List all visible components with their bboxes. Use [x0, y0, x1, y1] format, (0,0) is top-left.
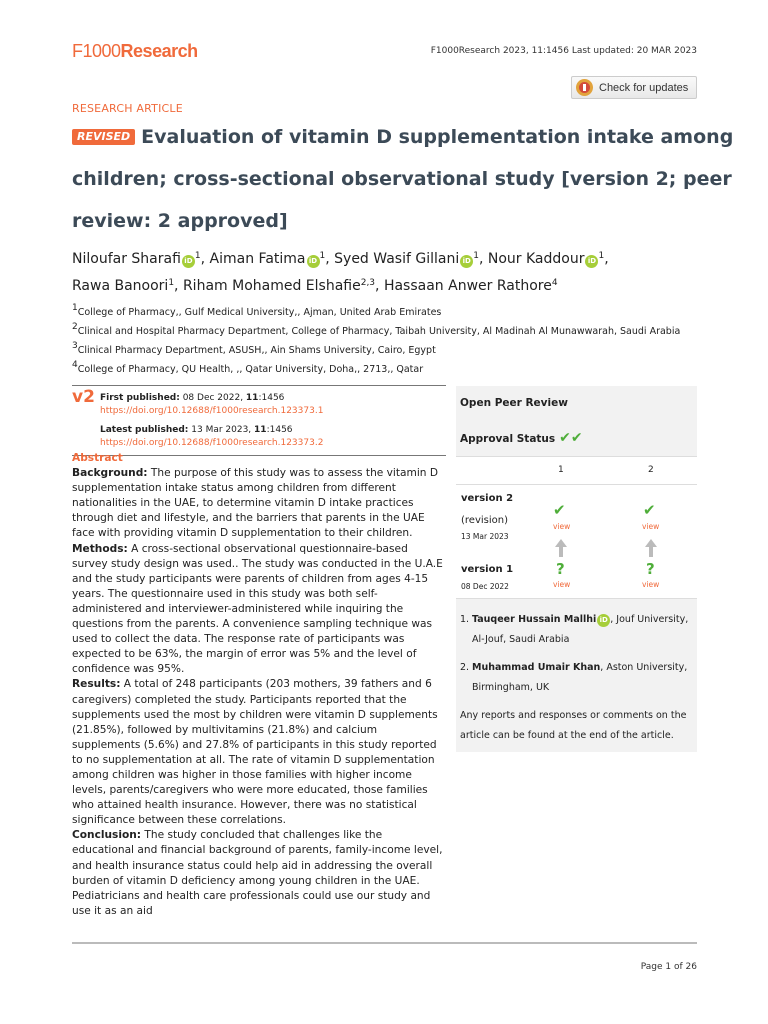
author-affiliation-ref: 4	[551, 278, 558, 288]
author-separator: ,	[174, 278, 183, 294]
author-separator: ,	[604, 251, 609, 267]
reviewer-item	[460, 658, 693, 698]
latest-published-page: :1456	[266, 425, 293, 435]
latest-published-line	[100, 424, 323, 437]
orcid-icon[interactable]: iD	[460, 255, 473, 268]
author-name[interactable]: Hassaan Anwer Rathore	[383, 278, 552, 294]
view-report-link[interactable]: view	[553, 522, 571, 531]
affiliation-item	[72, 320, 680, 339]
author-name[interactable]: Niloufar Sharafi	[72, 251, 181, 267]
approval-status	[460, 430, 583, 446]
reviewer-column-header: 1	[558, 465, 564, 475]
f1000research-logo	[72, 41, 198, 62]
reviewer-number: 1.	[460, 614, 470, 625]
table-divider	[456, 484, 697, 485]
affiliation-text: College of Pharmacy,, Gulf Medical University,, Ajman, United Arab Emirates	[77, 307, 442, 318]
orcid-icon[interactable]: iD	[307, 255, 320, 268]
open-peer-review-panel	[456, 386, 697, 752]
arrow-up-icon	[645, 539, 657, 557]
first-published-page: :1456	[258, 393, 285, 403]
first-published-line	[100, 392, 323, 405]
affiliation-num: 4	[72, 360, 78, 370]
reviewer-affiliation: , Jouf University, Al-Jouf, Saudi Arabia	[472, 614, 689, 645]
first-published-volume: 11	[245, 393, 259, 403]
latest-published-date: 13 Mar 2023,	[188, 425, 255, 435]
check-for-updates-label: Check for updates	[599, 81, 689, 94]
version-2-label: version 2	[461, 493, 514, 504]
arrow-up-icon	[555, 539, 567, 557]
affiliation-text: Clinical and Hospital Pharmacy Department, College of Pharmacy, Taibah University, Al Madinah Al Munawwarah, Saudi Arabia	[77, 326, 681, 337]
page-number: Page 1 of 26	[640, 962, 697, 972]
conclusion-label: Conclusion:	[72, 829, 142, 842]
footer-divider	[72, 942, 697, 944]
title-line-1	[72, 120, 734, 162]
reviewer-name[interactable]: Muhammad Umair Khan	[472, 662, 601, 673]
reviewer-number: 2.	[460, 662, 470, 673]
orcid-icon[interactable]: iD	[182, 255, 195, 268]
view-report-link[interactable]: view	[642, 580, 660, 589]
affiliation-item	[72, 301, 680, 320]
methods-label: Methods:	[72, 542, 128, 555]
author-affiliation-ref: 1	[168, 278, 175, 288]
version-badge: v2	[72, 387, 95, 407]
abstract-heading: Abstract	[72, 452, 123, 464]
first-published	[100, 392, 323, 418]
first-published-date: 08 Dec 2022,	[179, 393, 246, 403]
approved-check-icon: ✔	[553, 501, 566, 519]
latest-published-doi-link[interactable]: https://doi.org/10.12688/f1000research.123373.2	[100, 438, 324, 448]
open-peer-review-title: Open Peer Review	[460, 397, 568, 409]
results-text: A total of 248 participants (203 mothers, 39 fathers and 6 caregivers) completed the study. Participants reported that the supplements used the most by children were vitamin D supplements (21.85%), followed by multivitamins (21.8%) and calcium supplements (5.6%) and 27.8% of participants in this study reported to no supplementation at all. The rate of vitamin D supplementation among children was higher in those families with higher income levels, parents/caregivers who were more educated, those families who attained health insurance. However, there was no statistical significance between these correlations.	[72, 678, 438, 827]
logo-research-text: Research	[120, 41, 198, 61]
author-name[interactable]: Aiman Fatima	[209, 251, 306, 267]
affiliation-list	[72, 301, 680, 377]
affiliation-text: College of Pharmacy, QU Health, ,, Qatar University, Doha,, 2713,, Qatar	[77, 364, 424, 375]
author-name[interactable]: Riham Mohamed Elshafie	[182, 278, 361, 294]
background-label: Background:	[72, 467, 148, 480]
author-name[interactable]: Rawa Banoori	[72, 278, 169, 294]
latest-published-label: Latest published:	[100, 425, 189, 435]
abstract-background	[72, 466, 446, 541]
results-label: Results:	[72, 678, 121, 691]
divider	[72, 385, 446, 386]
affiliation-num: 1	[72, 303, 78, 313]
logo-f1000-text: F1000	[72, 41, 121, 61]
abstract-methods	[72, 542, 446, 678]
affiliation-item	[72, 358, 680, 377]
approved-with-reservations-icon: ?	[556, 560, 565, 578]
author-affiliation-ref: 1	[598, 251, 605, 261]
article-title	[72, 120, 734, 246]
reviewer-list	[460, 610, 693, 746]
citation-line: F1000Research 2023, 11:1456 Last updated: 20 MAR 2023	[430, 46, 697, 56]
orcid-icon[interactable]: iD	[585, 255, 598, 268]
version-2-revision: (revision)	[461, 515, 508, 526]
check-for-updates-button[interactable]	[571, 76, 697, 99]
affiliation-num: 3	[72, 341, 78, 351]
author-list	[72, 244, 702, 298]
author-separator: ,	[325, 251, 335, 267]
first-published-label: First published:	[100, 393, 180, 403]
article-type: RESEARCH ARTICLE	[72, 102, 183, 115]
view-report-link[interactable]: view	[553, 580, 571, 589]
affiliation-text: Clinical Pharmacy Department, ASUSH,, Ain Shams University, Cairo, Egypt	[77, 345, 436, 356]
conclusion-text: The study concluded that challenges like the educational and financial background of parents, family-income level, and health insurance status could help aid in addressing the overall burden of vitamin D deficiency among young children in the UAE. Pediatricians and health care professionals could use our study and use it as an aid	[72, 829, 443, 917]
author-affiliation-ref: 1	[319, 251, 326, 261]
revised-badge: REVISED	[72, 129, 135, 145]
background-text: The purpose of this study was to assess the vitamin D supplementation intake status among children from different nationalities in the UAE, to determine vitamin D intake practices through diet and lifestyle, and the barriers that parents in the UAE face with providing vitamin D supplementation to their children.	[72, 467, 439, 540]
reviewer-column-header: 2	[648, 465, 654, 475]
affiliation-num: 2	[72, 322, 78, 332]
crossmark-icon	[576, 79, 593, 96]
review-note: Any reports and responses or comments on the article can be found at the end of the article.	[460, 710, 687, 741]
affiliation-item	[72, 339, 680, 358]
title-line-2: children; cross-sectional observational study [version 2; peer	[72, 168, 732, 190]
author-affiliation-ref: 1	[194, 251, 201, 261]
author-separator: ,	[375, 278, 384, 294]
approved-check-icon: ✔	[643, 501, 656, 519]
reviewer-affiliation: , Aston University, Birmingham, UK	[472, 662, 688, 693]
author-separator: ,	[200, 251, 210, 267]
latest-published-volume: 11	[254, 425, 267, 435]
orcid-icon[interactable]: iD	[597, 614, 610, 627]
author-affiliation-ref: 1	[473, 251, 479, 261]
version-2-date: 13 Mar 2023	[461, 532, 509, 541]
author-line-1	[72, 244, 702, 271]
abstract-results	[72, 677, 446, 828]
review-status-table	[456, 456, 697, 599]
reviewer-item	[460, 610, 693, 650]
abstract	[72, 451, 446, 919]
author-separator: ,	[478, 251, 488, 267]
author-name[interactable]: Nour Kaddour	[487, 251, 585, 267]
view-report-link[interactable]: view	[642, 522, 660, 531]
author-affiliation-ref: 2,3	[360, 278, 376, 288]
author-name[interactable]: Syed Wasif Gillani	[334, 251, 460, 267]
approved-check-icon: ✔✔	[559, 430, 583, 446]
methods-text: A cross-sectional observational questionnaire-based survey study design was used.. The study was conducted in the U.A.E and the study participants were parents of children from ages 4-15 years. The questionnaire used in this study was both self-administered and interviewer-administered while inquiring the questions from the parents. A convenience sampling technique was used to collect the data. The response rate of participants was expected to be 63%, the margin of error was 5% and the level of confidence was 95%.	[72, 542, 443, 676]
version-1-label: version 1	[461, 564, 514, 575]
approval-status-label: Approval Status	[460, 433, 556, 445]
version-1-date: 08 Dec 2022	[461, 582, 509, 591]
first-published-doi-link[interactable]: https://doi.org/10.12688/f1000research.123373.1	[100, 406, 324, 416]
latest-published	[100, 424, 323, 450]
title-line-3: review: 2 approved]	[72, 210, 288, 232]
reviewer-name[interactable]: Tauqeer Hussain Mallhi	[472, 614, 597, 625]
title-text-1: Evaluation of vitamin D supplementation intake among	[141, 126, 734, 148]
abstract-conclusion	[72, 828, 446, 919]
approved-with-reservations-icon: ?	[646, 560, 655, 578]
author-line-2	[72, 271, 702, 298]
